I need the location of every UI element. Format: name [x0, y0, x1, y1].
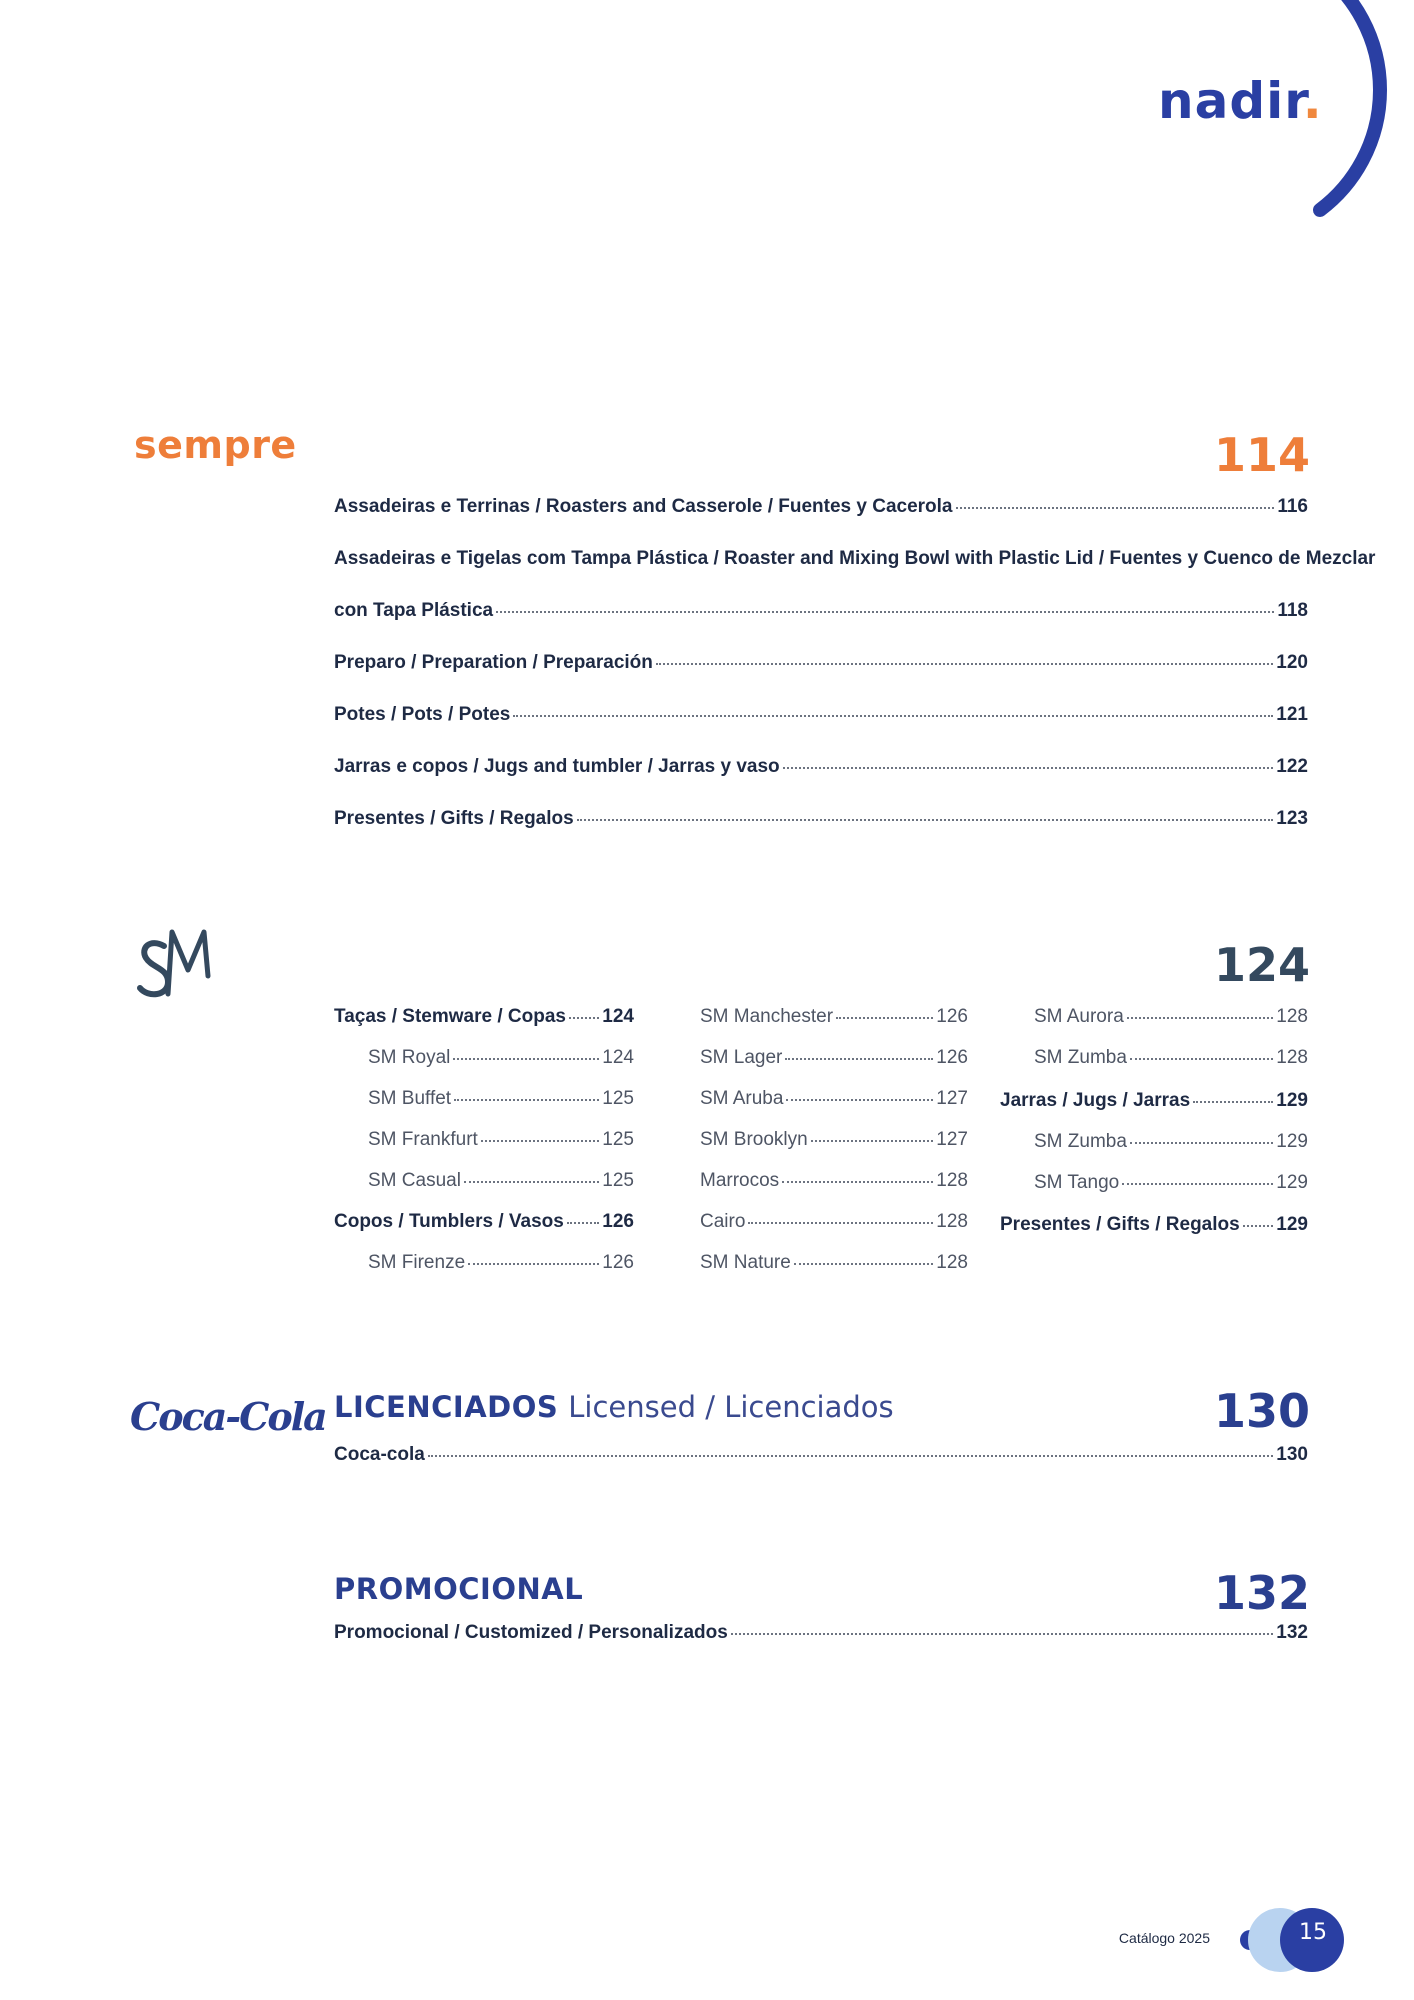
dot-leader: [731, 1633, 1273, 1635]
sm-logo: [134, 924, 214, 1004]
toc-label: SM Aruba: [700, 1088, 784, 1109]
toc-entry[interactable]: [334, 1211, 634, 1233]
toc-page: 120: [1276, 652, 1308, 673]
dot-leader: [811, 1140, 934, 1142]
toc-entry[interactable]: [700, 1129, 968, 1151]
toc-label: Assadeiras e Terrinas / Roasters and Casserole / Fuentes y Cacerola: [334, 496, 953, 517]
dot-leader: [567, 1222, 599, 1224]
dot-leader: [785, 1058, 933, 1060]
toc-label: Copos / Tumblers / Vasos: [334, 1211, 564, 1232]
brand-dot: .: [1302, 72, 1323, 130]
toc-page: 128: [1276, 1006, 1308, 1027]
toc-entry[interactable]: [700, 1170, 968, 1192]
toc-page: 129: [1276, 1090, 1308, 1111]
toc-label: Cairo: [700, 1211, 746, 1232]
toc-entry[interactable]: [334, 1444, 1308, 1466]
dot-leader: [1130, 1058, 1273, 1060]
dot-leader: [569, 1017, 599, 1019]
sempre-page-number: 114: [1213, 428, 1310, 482]
toc-entry[interactable]: [700, 1211, 968, 1233]
toc-label: Preparo / Preparation / Preparación: [334, 652, 653, 673]
toc-label: SM Zumba: [1034, 1047, 1127, 1068]
toc-label: Promocional / Customized / Personalizados: [334, 1622, 728, 1643]
dot-leader: [428, 1455, 1273, 1457]
toc-label: Marrocos: [700, 1170, 780, 1191]
toc-entry[interactable]: [334, 652, 1308, 674]
toc-label: SM Brooklyn: [700, 1129, 808, 1150]
licensed-title: LICENCIADOS: [334, 1390, 559, 1424]
toc-label: Presentes / Gifts / Regalos: [1000, 1214, 1240, 1235]
toc-label: SM Manchester: [700, 1006, 834, 1027]
toc-entry[interactable]: [334, 1622, 1308, 1644]
dot-leader: [748, 1222, 933, 1224]
toc-page: 128: [936, 1252, 968, 1273]
toc-label: SM Zumba: [1034, 1131, 1127, 1152]
dot-leader: [656, 663, 1273, 665]
dot-leader: [1122, 1183, 1273, 1185]
toc-label: SM Buffet: [368, 1088, 452, 1109]
toc-page: 126: [936, 1047, 968, 1068]
dot-leader: [481, 1140, 599, 1142]
dot-leader: [1127, 1017, 1274, 1019]
toc-entry[interactable]: [1034, 1006, 1308, 1028]
toc-label: Assadeiras e Tigelas com Tampa Plástica / Roaster and Mixing Bowl with Plastic Lid / Fuentes y Cuenco de Mezclar: [334, 548, 1376, 569]
toc-page: 125: [602, 1088, 634, 1109]
toc-entry[interactable]: [1034, 1172, 1308, 1194]
toc-label: Potes / Pots / Potes: [334, 704, 511, 725]
toc-entry[interactable]: [334, 1006, 634, 1028]
dot-leader: [1193, 1101, 1273, 1103]
toc-label: SM Royal: [368, 1047, 451, 1068]
toc-entry[interactable]: [368, 1170, 634, 1192]
toc-entry[interactable]: [368, 1252, 634, 1274]
toc-label: SM Frankfurt: [368, 1129, 478, 1150]
dot-leader: [577, 819, 1274, 821]
dot-leader: [782, 1181, 933, 1183]
toc-page: 130: [1276, 1444, 1308, 1465]
toc-page: 121: [1276, 704, 1308, 725]
brand-name: nadir: [1158, 72, 1303, 130]
toc-label: Jarras / Jugs / Jarras: [1000, 1090, 1191, 1111]
dot-leader: [794, 1263, 933, 1265]
licensed-heading: [334, 1390, 894, 1424]
toc-page: 132: [1276, 1622, 1308, 1643]
decorative-arc: [1280, 0, 1400, 230]
toc-page: 128: [1276, 1047, 1308, 1068]
licensed-subtitle: Licensed / Licenciados: [568, 1390, 894, 1424]
sempre-logo: sempre: [134, 423, 297, 467]
toc-entry[interactable]: [334, 496, 1308, 518]
dot-leader: [1243, 1225, 1274, 1227]
dot-leader: [496, 611, 1274, 613]
page-number: 15: [1299, 1920, 1327, 1945]
toc-page: 127: [936, 1129, 968, 1150]
toc-page: 125: [602, 1170, 634, 1191]
toc-entry[interactable]: [334, 756, 1308, 778]
toc-entry[interactable]: [368, 1047, 634, 1069]
toc-label: SM Nature: [700, 1252, 791, 1273]
coca-cola-logo: Coca-Cola: [130, 1394, 326, 1439]
licensed-page-number: 130: [1213, 1384, 1310, 1438]
toc-label: SM Casual: [368, 1170, 461, 1191]
dot-leader: [454, 1099, 599, 1101]
toc-page: 129: [1276, 1214, 1308, 1235]
toc-entry[interactable]: [334, 704, 1308, 726]
dot-leader: [468, 1263, 599, 1265]
toc-entry[interactable]: [368, 1088, 634, 1110]
dot-leader: [956, 507, 1275, 509]
toc-page: 118: [1277, 600, 1308, 621]
toc-page: 124: [602, 1047, 634, 1068]
dot-leader: [513, 715, 1273, 717]
toc-page: 126: [602, 1211, 634, 1232]
toc-page: 122: [1276, 756, 1308, 777]
toc-page: 126: [602, 1252, 634, 1273]
toc-entry[interactable]: [1034, 1047, 1308, 1069]
toc-entry[interactable]: [700, 1006, 968, 1028]
toc-label: Coca-cola: [334, 1444, 425, 1465]
toc-page: 125: [602, 1129, 634, 1150]
toc-entry[interactable]: [368, 1129, 634, 1151]
toc-page: 128: [936, 1211, 968, 1232]
toc-page: 116: [1277, 496, 1308, 517]
catalog-label: Catálogo 2025: [1118, 1930, 1210, 1946]
dot-leader: [783, 767, 1274, 769]
toc-page: 127: [936, 1088, 968, 1109]
toc-page: 124: [602, 1006, 634, 1027]
toc-entry[interactable]: [1000, 1214, 1308, 1236]
dot-leader: [786, 1099, 933, 1101]
toc-label: SM Lager: [700, 1047, 783, 1068]
toc-label: SM Tango: [1034, 1172, 1120, 1193]
page-number-circles: [1234, 1906, 1354, 1986]
dot-leader: [1130, 1142, 1273, 1144]
toc-label: con Tapa Plástica: [334, 600, 494, 621]
toc-page: 129: [1276, 1131, 1308, 1152]
toc-entry[interactable]: [700, 1252, 968, 1274]
toc-label: SM Firenze: [368, 1252, 466, 1273]
toc-entry[interactable]: [1000, 1090, 1308, 1112]
toc-entry[interactable]: [700, 1088, 968, 1110]
toc-entry[interactable]: [334, 600, 1308, 622]
toc-label: Presentes / Gifts / Regalos: [334, 808, 574, 829]
dot-leader: [464, 1181, 599, 1183]
toc-entry[interactable]: [334, 808, 1308, 830]
dot-leader: [453, 1058, 599, 1060]
promo-title: PROMOCIONAL: [334, 1572, 584, 1606]
dot-leader: [836, 1017, 933, 1019]
toc-entry[interactable]: [700, 1047, 968, 1069]
toc-page: 128: [936, 1170, 968, 1191]
toc-page: 123: [1276, 808, 1308, 829]
toc-page: 126: [936, 1006, 968, 1027]
toc-entry[interactable]: [334, 548, 1376, 570]
sm-page-number: 124: [1213, 938, 1310, 992]
toc-page: 129: [1276, 1172, 1308, 1193]
promo-page-number: 132: [1213, 1566, 1310, 1620]
toc-label: Taças / Stemware / Copas: [334, 1006, 566, 1027]
toc-label: SM Aurora: [1034, 1006, 1124, 1027]
toc-entry[interactable]: [1034, 1131, 1308, 1153]
toc-label: Jarras e copos / Jugs and tumbler / Jarras y vaso: [334, 756, 780, 777]
